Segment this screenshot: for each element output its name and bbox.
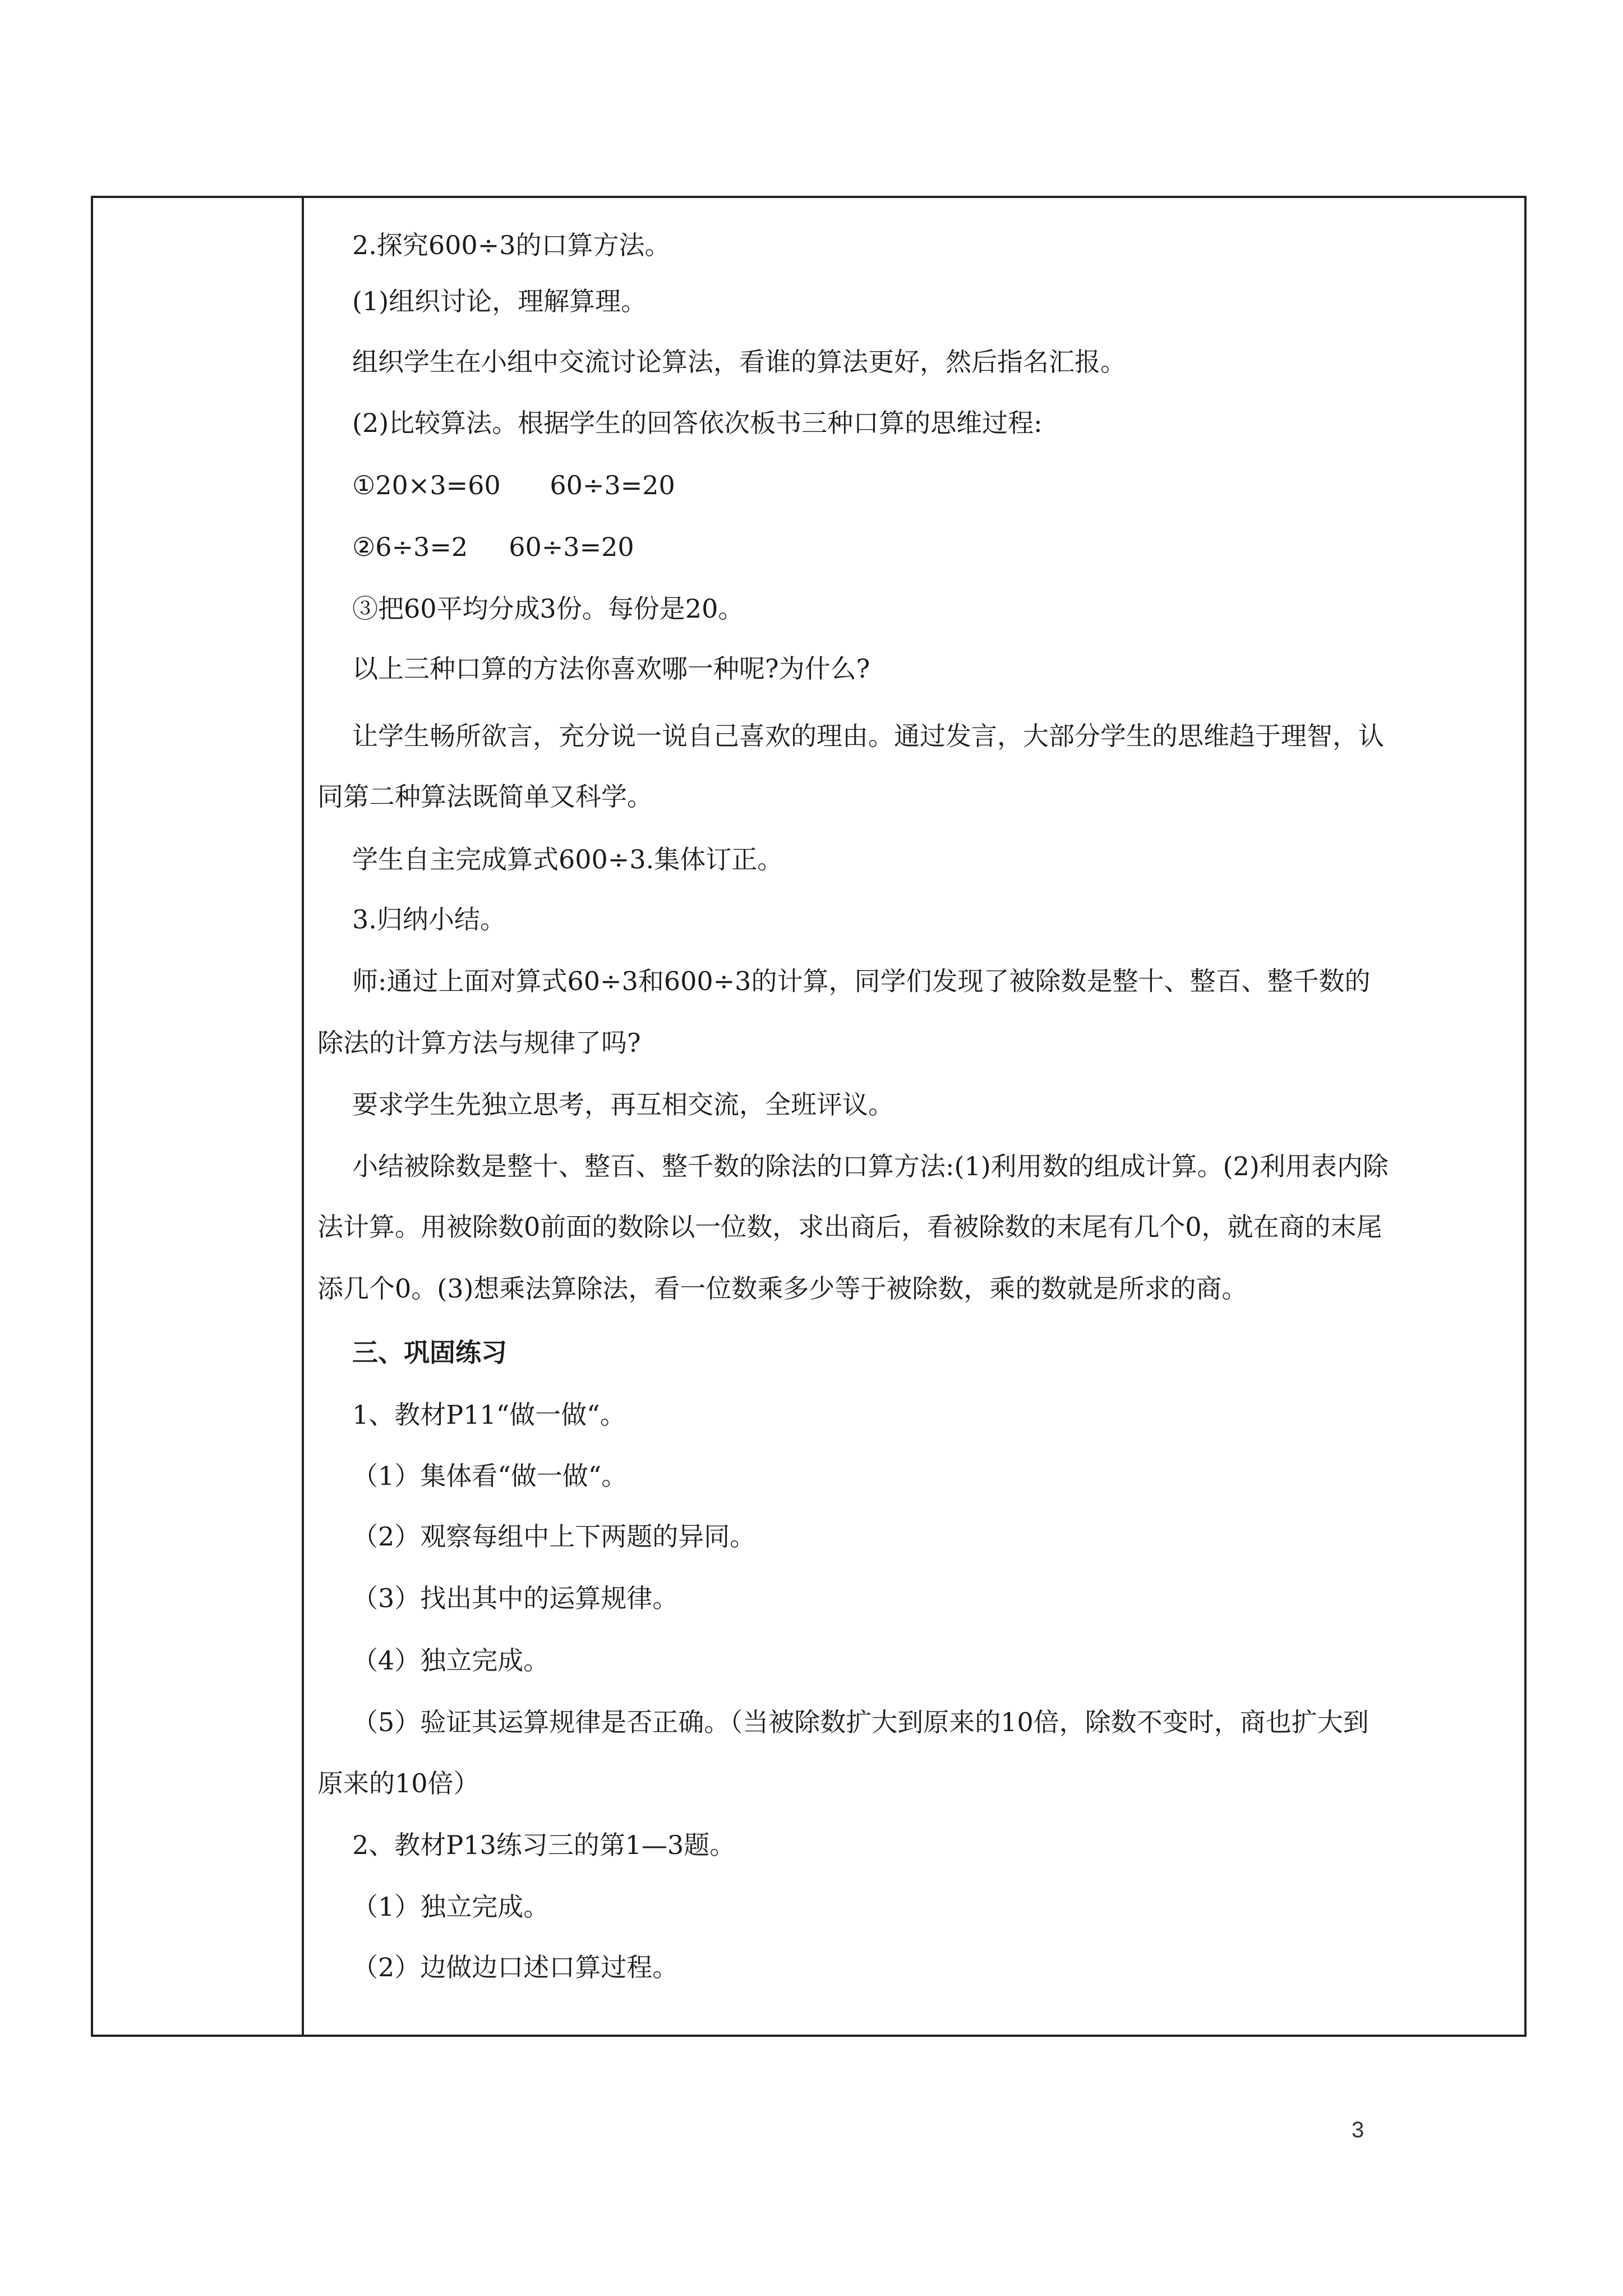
text-line: 要求学生先独立思考，再互相交流，全班评议。 (352, 1089, 894, 1120)
text-line: ②6÷3=2 60÷3=20 (352, 532, 634, 562)
text-line: 除法的计算方法与规律了吗? (317, 1028, 641, 1058)
text-line: （2）边做边口述口算过程。 (352, 1952, 679, 1982)
text-line: 2、教材P13练习三的第1—3题。 (352, 1830, 736, 1860)
column-divider (302, 198, 304, 2035)
text-line: 小结被除数是整十、整百、整千数的除法的口算方法:(1)利用数的组成计算。(2)利用表内除 (352, 1151, 1389, 1181)
text-line: 学生自主完成算式600÷3.集体订正。 (352, 844, 783, 875)
text-line: 添几个0。(3)想乘法算除法，看一位数乘多少等于被除数，乘的数就是所求的商。 (317, 1273, 1248, 1304)
text-line: 法计算。用被除数0前面的数除以一位数，求出商后，看被除数的末尾有几个0，就在商的末尾 (317, 1212, 1382, 1242)
text-line: 以上三种口算的方法你喜欢哪一种呢?为什么? (352, 654, 870, 684)
text-line: (2)比较算法。根据学生的回答依次板书三种口算的思维过程: (352, 408, 1043, 438)
text-line: ③把60平均分成3份。每份是20。 (352, 593, 744, 624)
text-line: （1）集体看“做一做“。 (352, 1461, 628, 1491)
text-line: 2.探究600÷3的口算方法。 (352, 230, 671, 260)
text-line: ①20×3=60 60÷3=20 (352, 470, 675, 500)
page-number: 3 (1352, 2118, 1364, 2142)
text-line: 同第二种算法既简单又科学。 (317, 781, 653, 812)
text-line: （2）观察每组中上下两题的异同。 (352, 1521, 756, 1552)
text-line: 1、教材P11“做一做“。 (352, 1400, 626, 1430)
lesson-content-cell (317, 198, 1518, 2035)
lesson-table (91, 196, 1527, 2037)
text-line: 组织学生在小组中交流讨论算法，看谁的算法更好，然后指名汇报。 (352, 347, 1126, 377)
text-line: （3）找出其中的运算规律。 (352, 1583, 679, 1613)
text-line: 原来的10倍） (317, 1768, 479, 1798)
text-line: （5）验证其运算规律是否正确。（当被除数扩大到原来的10倍，除数不变时，商也扩大到 (352, 1707, 1369, 1737)
text-line: 3.归纳小结。 (352, 904, 506, 935)
text-line: （1）独立完成。 (352, 1892, 550, 1922)
text-line: 让学生畅所欲言，充分说一说自己喜欢的理由。通过发言，大部分学生的思维趋于理智，认 (352, 721, 1384, 751)
text-line: （4）独立完成。 (352, 1645, 550, 1676)
text-line: (1)组织讨论，理解算理。 (352, 286, 647, 316)
section-heading: 三、巩固练习 (352, 1337, 507, 1368)
text-line: 师:通过上面对算式60÷3和600÷3的计算，同学们发现了被除数是整十、整百、整千数的 (352, 966, 1371, 996)
